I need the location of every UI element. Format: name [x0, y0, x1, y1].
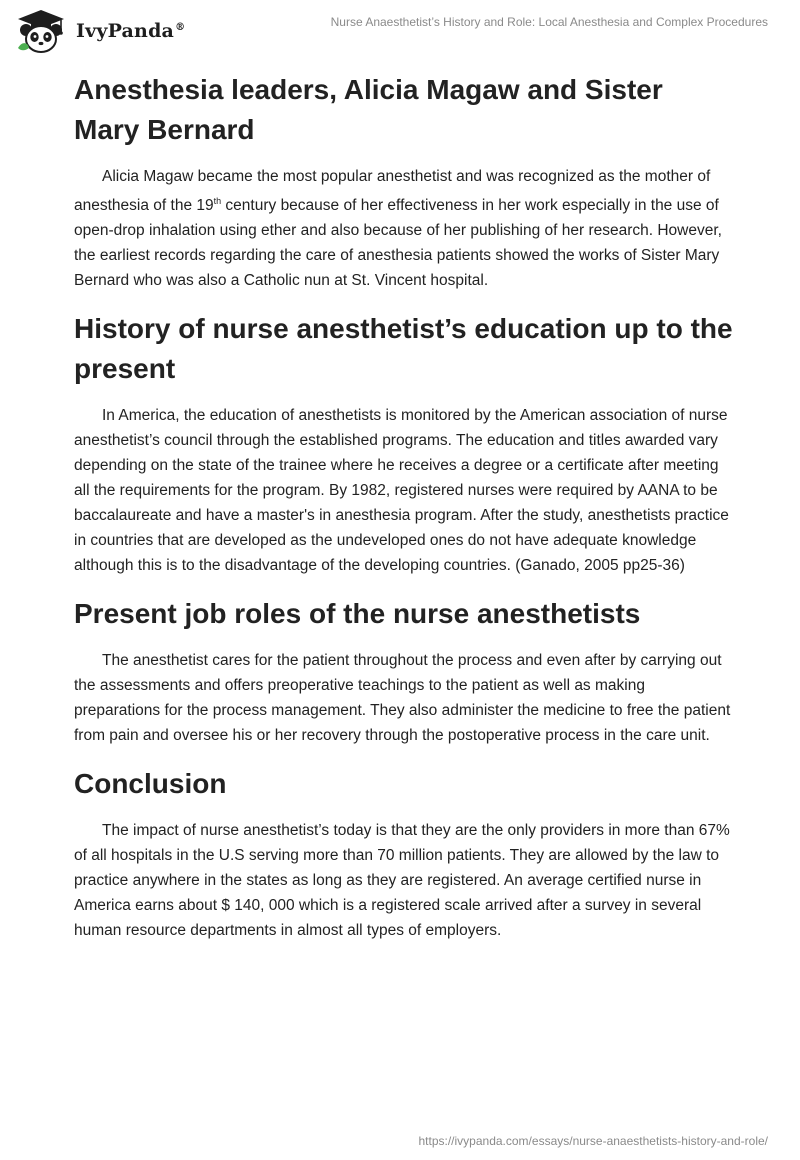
panda-graduate-icon [14, 8, 68, 54]
section-heading: History of nurse anesthetist’s education up to the present [74, 313, 733, 385]
section-job-roles [74, 594, 734, 748]
section-education-history [74, 309, 734, 578]
section-paragraph: The anesthetist cares for the patient throughout the process and even after by carrying out the assessments and offers preoperative teachings to the patient as well as making preparations for the process management. They also administer the medicine to free the patient from pain and oversee his or her recovery through the postoperative process in the care unit. [74, 652, 731, 745]
document-running-title: Nurse Anaesthetist’s History and Role: Local Anesthesia and Complex Procedures [330, 15, 768, 29]
section-heading: Present job roles of the nurse anesthetists [74, 598, 641, 630]
registered-mark: ® [175, 21, 186, 33]
section-paragraph: In America, the education of anesthetists is monitored by the American association of nurse anesthetist’s council through the established programs. The education and titles awarded vary depending on the state of the trainee where he receives a degree or a certificate after meeting all the requirements for the program. By 1982, registered nurses were required by AANA to be baccalaureate and have a master's in anesthesia program. After the study, anesthetists practice in countries that are developed as the undeveloped ones do not have adequate knowledge although this is to the disadvantage of the developing countries. (Ganado, 2005 pp25-36) [74, 407, 729, 575]
logo-wordmark: IvyPanda® [76, 20, 186, 42]
page-header [0, 0, 800, 66]
section-paragraph: The impact of nurse anesthetist’s today is that they are the only providers in more than 67% of all hospitals in the U.S serving more than 70 million patients. They are allowed by the law to practice anywhere in the states as long as they are registered. An average certified nurse in America earns about $ 140, 000 which is a registered scale arrived after a survey in several human resource departments in almost all types of employers. [74, 822, 730, 940]
essay-content [74, 70, 734, 959]
section-heading: Conclusion [74, 768, 227, 800]
superscript-th: th [213, 196, 222, 206]
section-paragraph: Alicia Magaw became the most popular anesthetist and was recognized as the mother of anesthesia of the 19th century because of her effectiveness in her work especially in the use of open-drop inhalation using ether and also because of her publishing of her research. However, the earliest records regarding the care of anesthesia patients showed the works of Sister Mary Bernard who was also a Catholic nun at St. Vincent hospital. [74, 168, 722, 290]
ivypanda-logo[interactable] [14, 8, 185, 54]
section-conclusion [74, 764, 734, 943]
source-url-link[interactable]: https://ivypanda.com/essays/nurse-anaesthetists-history-and-role/ [418, 1134, 768, 1148]
section-anesthesia-leaders [74, 70, 734, 293]
section-heading: Anesthesia leaders, Alicia Magaw and Sister Mary Bernard [74, 74, 663, 145]
